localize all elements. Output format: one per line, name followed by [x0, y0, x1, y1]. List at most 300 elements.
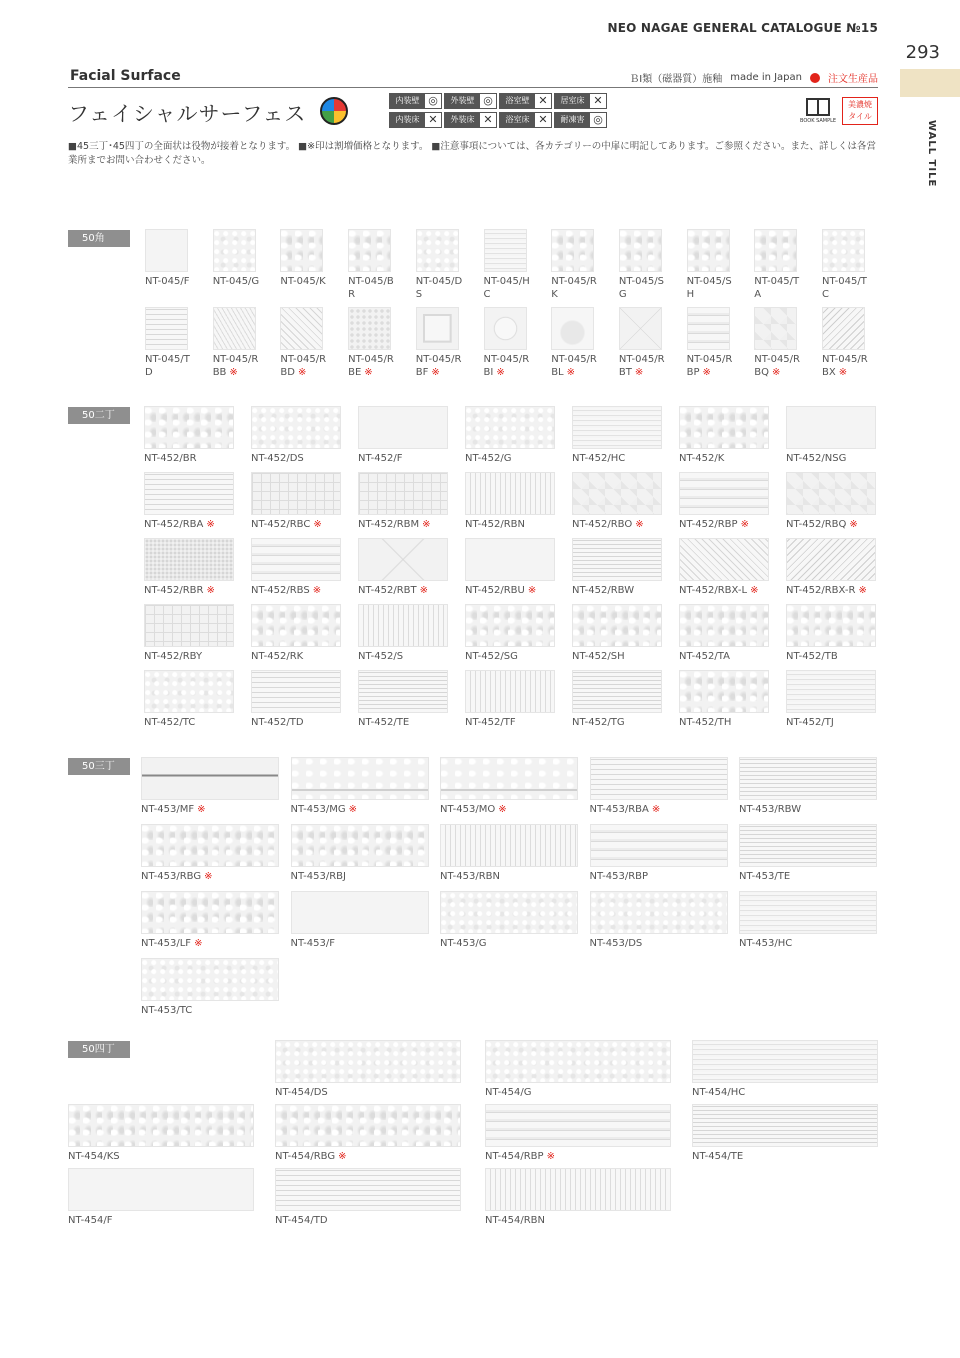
tile-code	[786, 716, 834, 729]
tile-code	[440, 870, 500, 883]
usage-cell	[499, 112, 552, 128]
tile-code	[786, 584, 867, 597]
tile-code	[679, 518, 749, 531]
tile-swatch	[251, 406, 341, 449]
tile-swatch	[144, 472, 234, 515]
tile-swatch	[291, 891, 429, 934]
tile-code	[213, 275, 261, 288]
tile-swatch	[280, 307, 323, 350]
tile-code	[144, 518, 215, 531]
premium-mark: ※	[364, 367, 373, 378]
catalogue-title: NEO NAGAE GENERAL CATALOGUE №15	[607, 21, 878, 35]
tile-swatch	[213, 229, 256, 272]
usage-mark: ✕	[428, 113, 438, 126]
usage-cell	[389, 112, 442, 128]
title-jp: フェイシャルサーフェス	[68, 102, 307, 126]
tile-swatch	[822, 307, 865, 350]
premium-mark: ※	[431, 367, 440, 378]
tile-code-text: NT-454/TD	[275, 1215, 328, 1226]
tile-code	[679, 452, 724, 465]
tile-code-text: NT-045/K	[280, 276, 326, 287]
tile-code	[786, 518, 858, 531]
tile-code-text: NT-453/MO	[440, 804, 496, 815]
usage-label: 内装床	[390, 113, 425, 127]
premium-mark: ※	[422, 519, 431, 530]
usage-cell	[444, 93, 497, 109]
tile-code	[251, 584, 321, 597]
premium-mark: ※	[566, 367, 576, 378]
page-tab	[900, 69, 960, 97]
tile-code-text: NT-452/RBW	[572, 585, 635, 596]
premium-mark: ※	[338, 1151, 347, 1162]
tile-code-text: NT-452/RBX-L	[679, 585, 748, 596]
mino-line: 美濃焼	[848, 100, 872, 109]
tile-code	[68, 1150, 120, 1163]
tile-swatch	[484, 229, 527, 272]
section-label: 50三丁	[68, 758, 130, 775]
tile-swatch	[572, 472, 662, 515]
tile-code-text: NT-453/RBW	[739, 804, 802, 815]
tile-swatch	[440, 757, 578, 800]
premium-mark: ※	[702, 367, 711, 378]
premium-mark: ※	[772, 367, 781, 378]
tile-swatch	[551, 307, 594, 350]
tile-swatch	[692, 1104, 878, 1147]
premium-mark: ※	[313, 519, 322, 530]
tile-swatch	[440, 824, 578, 867]
mino-tile-badge	[842, 97, 878, 125]
section-label: 50二丁	[68, 407, 130, 424]
tile-code	[590, 937, 643, 950]
tile-swatch	[348, 229, 391, 272]
tile-code-text: NT-453/LF	[141, 938, 192, 949]
premium-mark: ※	[194, 938, 203, 949]
tile-code-text: NT-452/RK	[251, 651, 304, 662]
tile-code-text: NT-045/G	[212, 276, 260, 287]
tile-code-text: NT-045/F	[145, 276, 190, 287]
tile-code-text: NT-045/RBF	[415, 354, 462, 378]
tile-code-text: NT-452/RBY	[144, 651, 203, 662]
tile-swatch	[679, 406, 769, 449]
tile-code-text: NT-452/RBT	[358, 585, 417, 596]
tile-code	[144, 452, 197, 465]
tile-code	[213, 353, 261, 379]
tile-code-text: NT-452/BR	[144, 453, 197, 464]
tile-code	[687, 275, 735, 301]
tile-code	[692, 1150, 743, 1163]
tile-swatch	[416, 229, 459, 272]
tile-code-text: NT-452/TC	[144, 717, 196, 728]
tile-code	[251, 716, 304, 729]
premium-mark: ※	[651, 804, 661, 815]
tile-code	[739, 803, 801, 816]
tile-code-text: NT-452/NSG	[786, 453, 847, 464]
usage-mark: ◎	[593, 113, 603, 126]
tile-code-text: NT-045/RBI	[483, 354, 530, 378]
tile-code	[141, 937, 202, 950]
tile-swatch	[692, 1040, 878, 1083]
tile-swatch	[465, 406, 555, 449]
tile-swatch	[619, 229, 662, 272]
premium-mark: ※	[419, 585, 429, 596]
tile-code-text: NT-453/MG	[290, 804, 346, 815]
tile-code	[739, 870, 790, 883]
tile-code	[251, 518, 322, 531]
tile-swatch	[739, 891, 877, 934]
tile-code-text: NT-452/DS	[251, 453, 304, 464]
premium-mark: ※	[496, 367, 505, 378]
tile-code	[280, 275, 328, 288]
usage-label: 外装壁	[445, 94, 480, 108]
tile-code-text: NT-453/RBG	[141, 871, 202, 882]
tile-code-text: NT-452/TD	[251, 717, 304, 728]
usage-label: 外装床	[445, 113, 480, 127]
header-spec	[629, 70, 878, 85]
premium-mark: ※	[740, 519, 749, 530]
premium-mark: ※	[750, 585, 759, 596]
tile-code	[145, 275, 193, 288]
tile-code-text: NT-452/TH	[679, 717, 732, 728]
tile-code-text: NT-453/RBN	[440, 871, 501, 882]
tile-code-text: NT-454/HC	[692, 1087, 746, 1098]
tile-swatch	[144, 406, 234, 449]
tile-swatch	[687, 307, 730, 350]
tile-code	[141, 803, 206, 816]
premium-mark: ※	[858, 585, 867, 596]
tile-swatch	[485, 1104, 671, 1147]
tile-code	[144, 584, 215, 597]
tile-code	[144, 650, 202, 663]
notes: ■45三丁･45四丁の全面状は役物が接着となります。 ■※印は割増価格となります。 ■注意事項については、各カテゴリーの中扉に明記してあります。ご参照ください。また、詳しくは各営業所までお問い合わせください。	[68, 141, 877, 166]
page-number: 293	[905, 42, 940, 63]
tile-code	[687, 353, 735, 379]
tile-swatch	[465, 538, 555, 581]
tile-code	[465, 650, 518, 663]
eco-mark-icon	[320, 97, 348, 125]
book-sample-label: BOOK SAMPLE	[800, 118, 837, 124]
tile-code	[754, 353, 802, 379]
premium-mark: ※	[498, 804, 507, 815]
tile-code	[465, 452, 511, 465]
tile-swatch	[68, 1104, 254, 1147]
tile-code	[416, 275, 464, 301]
tile-swatch	[572, 406, 662, 449]
tile-swatch	[358, 406, 448, 449]
tile-swatch	[572, 604, 662, 647]
tile-code	[679, 584, 758, 597]
usage-label: 内装壁	[390, 94, 425, 108]
tile-swatch	[786, 670, 876, 713]
tile-code-text: NT-452/RBO	[572, 519, 633, 530]
tile-code-text: NT-454/TE	[692, 1151, 744, 1162]
tile-code	[485, 1214, 545, 1227]
premium-mark: ※	[206, 519, 215, 530]
tile-code-text: NT-452/RBC	[251, 519, 311, 530]
tile-code-text: NT-453/RBJ	[290, 871, 346, 882]
tile-swatch	[358, 670, 448, 713]
tile-code-text: NT-045/RBT	[618, 354, 665, 378]
tile-code	[484, 353, 532, 379]
tile-code	[291, 937, 336, 950]
tile-swatch	[590, 824, 728, 867]
tile-swatch	[144, 604, 234, 647]
tile-code	[465, 518, 525, 531]
usage-mark: ✕	[593, 94, 603, 107]
tile-code-text: NT-045/TA	[754, 276, 800, 300]
tile-code-text: NT-452/RBQ	[786, 519, 847, 530]
tile-code-text: NT-453/TE	[739, 871, 791, 882]
header-divider	[68, 87, 878, 88]
tile-code-text: NT-452/TJ	[786, 717, 834, 728]
tile-code	[358, 650, 403, 663]
tile-swatch	[251, 670, 341, 713]
tile-code-text: NT-045/RBQ	[754, 354, 800, 378]
usage-label: 浴室壁	[500, 94, 535, 108]
tile-code	[590, 803, 661, 816]
tile-code	[141, 870, 213, 883]
usage-mark: ✕	[483, 113, 493, 126]
tile-code	[572, 650, 625, 663]
tile-swatch	[786, 604, 876, 647]
tile-code-text: NT-453/RBA	[589, 804, 649, 815]
tile-code-text: NT-453/MF	[141, 804, 195, 815]
tile-swatch	[679, 604, 769, 647]
tile-code	[465, 716, 516, 729]
tile-code	[572, 716, 625, 729]
tile-swatch	[416, 307, 459, 350]
tile-code-text: NT-045/SH	[686, 276, 732, 300]
premium-mark: ※	[546, 1151, 555, 1162]
tile-code-text: NT-453/RBP	[589, 871, 649, 882]
tile-code-text: NT-452/RBN	[465, 519, 526, 530]
tile-swatch	[145, 229, 188, 272]
tile-code-text: NT-454/RBG	[275, 1151, 336, 1162]
tile-swatch	[141, 958, 279, 1001]
tile-swatch	[465, 472, 555, 515]
tile-swatch	[144, 670, 234, 713]
usage-table	[389, 93, 607, 128]
tile-code	[754, 275, 802, 301]
tile-code-text: NT-454/RBN	[485, 1215, 546, 1226]
tile-code	[692, 1086, 745, 1099]
tile-swatch	[141, 824, 279, 867]
tile-code	[590, 870, 649, 883]
premium-mark: ※	[206, 585, 215, 596]
tile-swatch	[679, 538, 769, 581]
tile-code-text: NT-045/TD	[145, 354, 190, 378]
tile-code-text: NT-452/HC	[572, 453, 626, 464]
tile-code	[144, 716, 195, 729]
tile-code	[619, 275, 667, 301]
tile-code	[291, 803, 358, 816]
tile-swatch	[786, 472, 876, 515]
tile-swatch	[141, 891, 279, 934]
usage-mark: ◎	[483, 94, 493, 107]
tile-code	[251, 452, 304, 465]
tile-code	[68, 1214, 113, 1227]
tile-code-text: NT-045/RK	[551, 276, 597, 300]
tile-code-text: NT-045/RBL	[551, 354, 597, 378]
usage-label: 耐凍害	[555, 113, 590, 127]
tile-code-text: NT-452/TE	[358, 717, 410, 728]
tile-code-text: NT-045/RBB	[212, 354, 259, 378]
tile-swatch	[291, 757, 429, 800]
tile-code-text: NT-453/TC	[141, 1005, 193, 1016]
tile-swatch	[754, 307, 797, 350]
tile-swatch	[786, 538, 876, 581]
tile-swatch	[679, 472, 769, 515]
tile-swatch	[68, 1168, 254, 1211]
usage-label: 浴室床	[500, 113, 535, 127]
book-sample-icon	[806, 98, 830, 116]
tile-code	[141, 1004, 192, 1017]
usage-cell	[389, 93, 442, 109]
tile-code	[484, 275, 532, 301]
tile-swatch	[348, 307, 391, 350]
tile-swatch	[465, 670, 555, 713]
tile-code	[822, 275, 870, 301]
tile-swatch	[251, 604, 341, 647]
tile-code	[619, 353, 667, 379]
premium-mark: ※	[348, 804, 358, 815]
tile-swatch	[358, 604, 448, 647]
tile-swatch	[251, 472, 341, 515]
tile-swatch	[572, 670, 662, 713]
tile-code	[348, 275, 396, 301]
spec-text: ＢⅠ類（磁器質）施釉	[629, 74, 723, 85]
tile-code	[275, 1214, 328, 1227]
tile-code-text: NT-045/BR	[348, 276, 394, 300]
tile-code	[786, 650, 838, 663]
tile-code	[348, 353, 396, 379]
premium-mark: ※	[634, 367, 644, 378]
tile-swatch	[485, 1040, 671, 1083]
usage-mark: ◎	[428, 94, 438, 107]
tile-code	[440, 803, 507, 816]
tile-code	[572, 584, 634, 597]
tile-code-text: NT-452/G	[465, 453, 512, 464]
tile-code-text: NT-452/RBM	[358, 519, 420, 530]
tile-code-text: NT-452/TA	[679, 651, 730, 662]
tile-swatch	[590, 891, 728, 934]
tile-swatch	[679, 670, 769, 713]
usage-cell	[499, 93, 552, 109]
tile-swatch	[440, 891, 578, 934]
tile-code-text: NT-454/DS	[275, 1087, 328, 1098]
tile-swatch	[822, 229, 865, 272]
usage-mark: ✕	[538, 94, 548, 107]
tile-code-text: NT-045/RBX	[822, 354, 868, 378]
tile-code-text: NT-452/RBR	[144, 585, 204, 596]
tile-code-text: NT-045/RBD	[280, 354, 327, 378]
tile-code	[739, 937, 792, 950]
tile-swatch	[251, 538, 341, 581]
usage-label: 居室床	[555, 94, 590, 108]
usage-cell	[554, 112, 607, 128]
tile-swatch	[590, 757, 728, 800]
tile-swatch	[551, 229, 594, 272]
tile-swatch	[687, 229, 730, 272]
tile-code-text: NT-454/G	[485, 1087, 532, 1098]
premium-mark: ※	[312, 585, 322, 596]
tile-swatch	[213, 307, 256, 350]
tile-code	[358, 716, 409, 729]
tile-code	[358, 452, 403, 465]
tile-code	[275, 1150, 347, 1163]
tile-code	[572, 452, 625, 465]
tile-code-text: NT-454/F	[68, 1215, 113, 1226]
tile-code-text: NT-045/DS	[415, 276, 463, 300]
tile-code-text: NT-452/SG	[465, 651, 518, 662]
tile-code-text: NT-045/RBP	[686, 354, 733, 378]
tile-swatch	[275, 1104, 461, 1147]
tile-code-text: NT-452/TG	[572, 717, 625, 728]
premium-mark: ※	[635, 519, 644, 530]
tile-code-text: NT-452/RBA	[144, 519, 204, 530]
tile-code-text: NT-452/RBU	[465, 585, 525, 596]
tile-code	[679, 650, 730, 663]
order-dot-icon	[810, 73, 820, 83]
premium-mark: ※	[838, 367, 848, 378]
tile-code-text: NT-045/TC	[822, 276, 867, 300]
section-label: 50四丁	[68, 1041, 130, 1058]
tile-code-text: NT-454/KS	[68, 1151, 120, 1162]
tile-code-text: NT-453/G	[440, 938, 487, 949]
tile-code	[358, 584, 428, 597]
usage-cell	[444, 112, 497, 128]
premium-mark: ※	[229, 367, 238, 378]
tile-code-text: NT-452/F	[358, 453, 403, 464]
tile-code	[465, 584, 536, 597]
tile-code	[822, 353, 870, 379]
tile-code-text: NT-452/RBS	[251, 585, 310, 596]
tile-code	[485, 1086, 531, 1099]
tile-swatch	[280, 229, 323, 272]
tile-code	[485, 1150, 555, 1163]
tile-swatch	[572, 538, 662, 581]
premium-mark: ※	[297, 367, 307, 378]
tile-code-text: NT-452/TB	[786, 651, 838, 662]
tile-code	[679, 716, 731, 729]
tile-code	[551, 275, 599, 301]
tile-code-text: NT-045/RBE	[348, 354, 394, 378]
tile-code	[786, 452, 846, 465]
tile-swatch	[754, 229, 797, 272]
tile-code-text: NT-452/RBX-R	[786, 585, 856, 596]
premium-mark: ※	[204, 871, 213, 882]
tile-code-text: NT-452/K	[679, 453, 725, 464]
tile-code	[572, 518, 644, 531]
tile-code-text: NT-452/RBP	[679, 519, 738, 530]
premium-mark: ※	[849, 519, 858, 530]
title-en: Facial Surface	[70, 68, 181, 84]
tile-swatch	[145, 307, 188, 350]
tile-swatch	[485, 1168, 671, 1211]
tile-code-text: NT-453/F	[290, 938, 335, 949]
tile-code	[275, 1086, 328, 1099]
order-text: 注文生産品	[828, 74, 878, 85]
tile-code	[280, 353, 328, 379]
tile-swatch	[739, 757, 877, 800]
usage-cell	[554, 93, 607, 109]
tile-code	[358, 518, 431, 531]
tile-code	[291, 870, 347, 883]
tile-code	[251, 650, 303, 663]
section-label: 50角	[68, 230, 130, 247]
tile-code	[416, 353, 464, 379]
tile-swatch	[275, 1168, 461, 1211]
tile-swatch	[291, 824, 429, 867]
